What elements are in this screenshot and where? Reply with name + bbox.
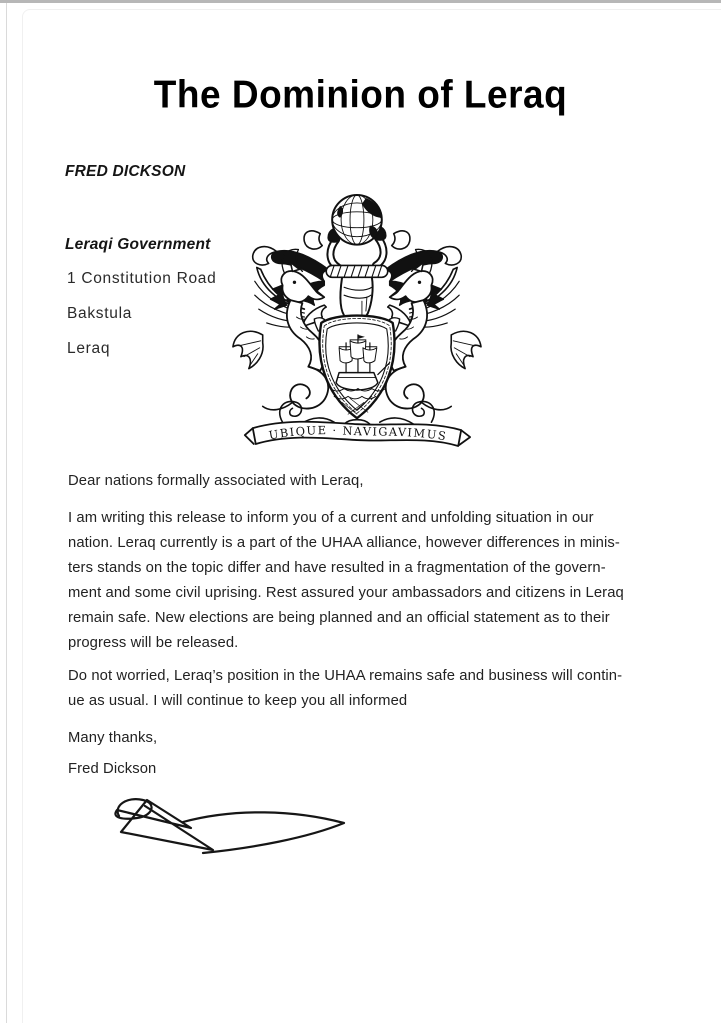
salutation: Dear nations formally associated with Leraq, (68, 473, 364, 489)
paragraph1-line: I am writing this release to inform you of a current and unfolding situation in our (68, 510, 594, 526)
crest-shield (319, 316, 394, 419)
paragraph2-line: ue as usual. I will continue to keep you all informed (68, 693, 408, 709)
department-name: Leraqi Government (65, 236, 211, 253)
closing: Many thanks, (68, 730, 158, 746)
signature-image (95, 786, 365, 881)
paragraph1-line: nation. Leraq currently is a part of the UHAA alliance, however differences in minis- (68, 535, 620, 551)
address-line-2: Bakstula (67, 305, 133, 322)
crest-motto-banner (245, 422, 470, 446)
page-title: The Dominion of Leraq (153, 73, 568, 116)
paragraph1-line: progress will be released. (68, 635, 239, 651)
coat-of-arms (225, 186, 483, 454)
paragraph1-line: ment and some civil uprising. Rest assured your ambassadors and citizens in Leraq (68, 585, 624, 601)
crest-helmet (326, 265, 388, 321)
paragraph1-line: ters stands on the topic differ and have resulted in a fragmentation of the govern- (68, 560, 606, 576)
author-name: FRED DICKSON (65, 163, 186, 180)
crest-motto-text: UBIQUE · NAVIGAVIMUS (267, 423, 449, 444)
crest-globe (332, 195, 382, 245)
page-left-edge (6, 3, 7, 1023)
signer-name: Fred Dickson (68, 761, 157, 777)
paragraph2-line: Do not worried, Leraq’s position in the UHAA remains safe and business will contin- (68, 668, 623, 684)
address-line-1: 1 Constitution Road (67, 270, 217, 287)
address-line-3: Leraq (67, 340, 111, 357)
paragraph1-line: remain safe. New elections are being planned and an official statement as to their (68, 610, 610, 626)
viewport-top-edge (0, 0, 721, 3)
